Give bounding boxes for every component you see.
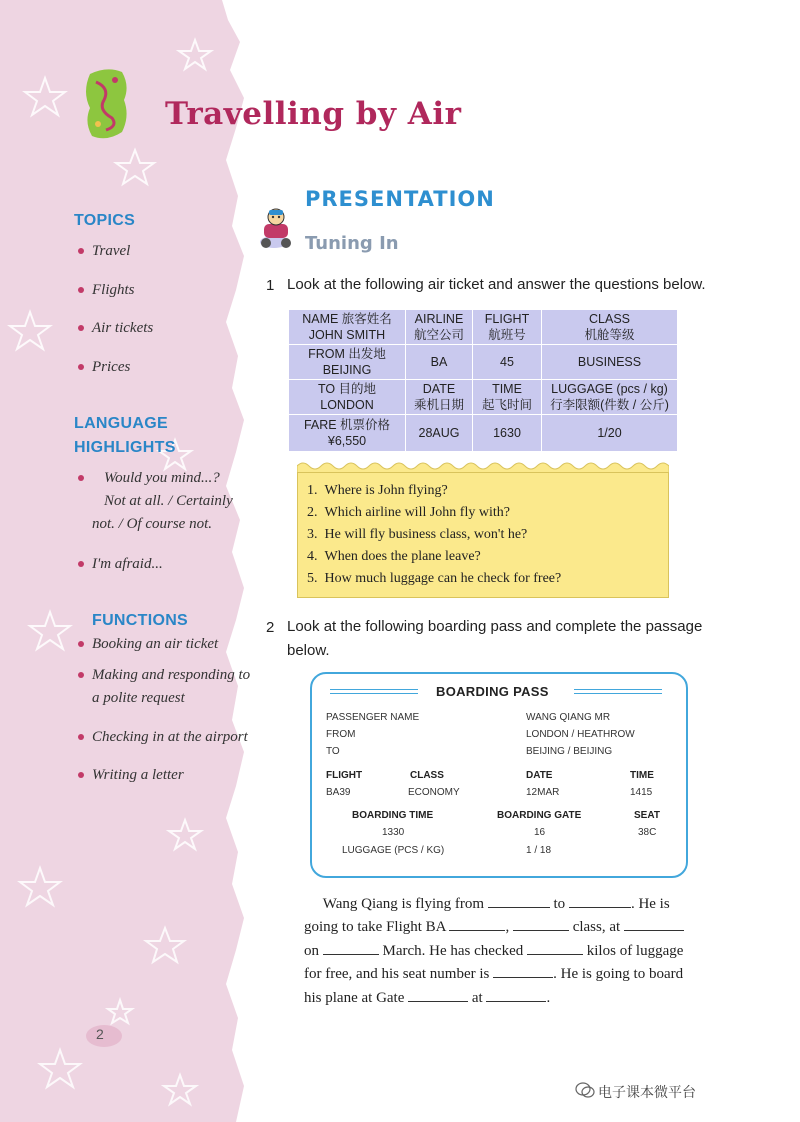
answer-blank[interactable] <box>323 940 379 955</box>
topic-item: Air tickets <box>92 320 154 336</box>
time-value: 1415 <box>630 787 653 798</box>
tuning-in-mascot-icon <box>254 206 300 250</box>
to-value: BEIJING / BEIJING <box>526 746 613 757</box>
ticket-cell: NAME 旅客姓名 JOHN SMITH <box>289 310 406 345</box>
functions-heading: FUNCTIONS <box>92 612 189 629</box>
pass-rule <box>330 689 418 694</box>
task1-number: 1 <box>266 277 275 294</box>
seat-value: 38C <box>638 827 657 838</box>
language-item-line: Not at all. / Certainly <box>104 493 233 509</box>
language-heading: LANGUAGE <box>74 415 168 432</box>
answer-blank[interactable] <box>408 987 468 1002</box>
bullet-icon <box>78 672 84 678</box>
ticket-cell: CLASS 机舱等级 <box>542 310 678 345</box>
watermark-text: 电子课本微平台 <box>598 1084 696 1100</box>
task1-instruction: Look at the following air ticket and answer the questions below. <box>287 276 706 293</box>
topic-item: Flights <box>92 282 135 298</box>
date-value: 12MAR <box>526 787 560 798</box>
class-value: ECONOMY <box>408 787 460 798</box>
boarding-time-value: 1330 <box>382 827 405 838</box>
ticket-cell: FARE 机票价格 ¥6,550 <box>289 415 406 452</box>
function-item: Booking an air ticket <box>92 636 219 652</box>
boarding-gate-value: 16 <box>534 827 546 838</box>
bullet-icon <box>78 287 84 293</box>
luggage-value: 1 / 18 <box>526 845 552 856</box>
luggage-label: LUGGAGE (PCS / KG) <box>342 845 445 856</box>
boarding-gate-label: BOARDING GATE <box>497 810 582 821</box>
ticket-cell: 1630 <box>473 415 542 452</box>
ticket-cell: 1/20 <box>542 415 678 452</box>
question-item: 1. Where is John flying? <box>307 483 448 498</box>
question-item: 3. He will fly business class, won't he? <box>307 527 528 542</box>
passage-line: Wang Qiang is flying from to . He is <box>304 893 696 917</box>
passage-line: his plane at Gate at . <box>304 987 696 1011</box>
to-label: TO <box>326 746 340 757</box>
language-item-line: not. / Of course not. <box>92 516 212 532</box>
topic-item: Prices <box>92 359 131 375</box>
ticket-cell: BUSINESS <box>542 345 678 380</box>
question-item: 4. When does the plane leave? <box>307 549 481 564</box>
answer-blank[interactable] <box>488 893 550 908</box>
unit-logo <box>82 66 132 144</box>
passenger-label: PASSENGER NAME <box>326 712 420 723</box>
function-item: Making and responding to <box>92 667 251 683</box>
answer-blank[interactable] <box>569 893 631 908</box>
answer-blank[interactable] <box>527 940 583 955</box>
bullet-icon <box>78 641 84 647</box>
bullet-icon <box>78 325 84 331</box>
seat-label: SEAT <box>634 810 660 821</box>
topic-item: Travel <box>92 243 131 259</box>
class-label: CLASS <box>410 770 444 781</box>
ticket-cell: TIME 起飞时间 <box>473 380 542 415</box>
unit-title: Travelling by Air <box>165 96 462 132</box>
ticket-cell: 45 <box>473 345 542 380</box>
question-item: 5. How much luggage can he check for free? <box>307 571 562 586</box>
answer-blank[interactable] <box>513 916 569 931</box>
page-number: 2 <box>96 1026 104 1042</box>
ticket-cell: AIRLINE 航空公司 <box>406 310 473 345</box>
language-item: Would you mind...? <box>104 470 220 486</box>
passage-line: going to take Flight BA , class, at <box>304 916 696 940</box>
ticket-cell: FROM 出发地 BEIJING <box>289 345 406 380</box>
function-item-line: a polite request <box>92 690 185 706</box>
ticket-cell: LUGGAGE (pcs / kg) 行李限额(件数 / 公斤) <box>542 380 678 415</box>
task2-instruction-line: below. <box>287 642 330 659</box>
passage-line: on March. He has checked kilos of luggage <box>304 940 696 964</box>
answer-blank[interactable] <box>486 987 546 1002</box>
passenger-value: WANG QIANG MR <box>526 712 611 723</box>
boarding-time-label: BOARDING TIME <box>352 810 434 821</box>
question-item: 2. Which airline will John fly with? <box>307 505 510 520</box>
page-number-badge <box>84 1022 124 1050</box>
task2-number: 2 <box>266 619 275 636</box>
bullet-icon <box>78 561 84 567</box>
ticket-cell: DATE 乘机日期 <box>406 380 473 415</box>
ticket-cell: FLIGHT 航班号 <box>473 310 542 345</box>
bullet-icon <box>78 364 84 370</box>
from-label: FROM <box>326 729 356 740</box>
date-label: DATE <box>526 770 553 781</box>
boarding-pass-title: BOARDING PASS <box>436 684 549 699</box>
answer-blank[interactable] <box>449 916 505 931</box>
answer-blank[interactable] <box>493 963 553 978</box>
pass-rule <box>574 689 662 694</box>
language-item: I'm afraid... <box>92 556 163 572</box>
presentation-heading: PRESENTATION <box>305 187 495 211</box>
flight-label: FLIGHT <box>326 770 363 781</box>
function-item: Checking in at the airport <box>92 729 248 745</box>
ticket-cell: 28AUG <box>406 415 473 452</box>
topics-heading: TOPICS <box>74 212 136 229</box>
tuning-in-subheading: Tuning In <box>305 233 399 254</box>
bullet-icon <box>78 248 84 254</box>
passage-line: for free, and his seat number is . He is going to board <box>304 963 696 987</box>
ticket-cell: TO 目的地 LONDON <box>289 380 406 415</box>
bullet-icon <box>78 772 84 778</box>
answer-blank[interactable] <box>624 916 684 931</box>
task2-instruction: Look at the following boarding pass and complete the passage <box>287 618 703 635</box>
bullet-icon <box>78 734 84 740</box>
air-ticket-table <box>288 309 678 452</box>
flight-value: BA39 <box>326 787 351 798</box>
function-item: Writing a letter <box>92 767 184 783</box>
ticket-cell: BA <box>406 345 473 380</box>
from-value: LONDON / HEATHROW <box>526 729 635 740</box>
time-label: TIME <box>630 770 654 781</box>
wechat-icon <box>575 1080 595 1100</box>
highlights-heading: HIGHLIGHTS <box>74 439 176 456</box>
bullet-icon <box>78 475 84 481</box>
